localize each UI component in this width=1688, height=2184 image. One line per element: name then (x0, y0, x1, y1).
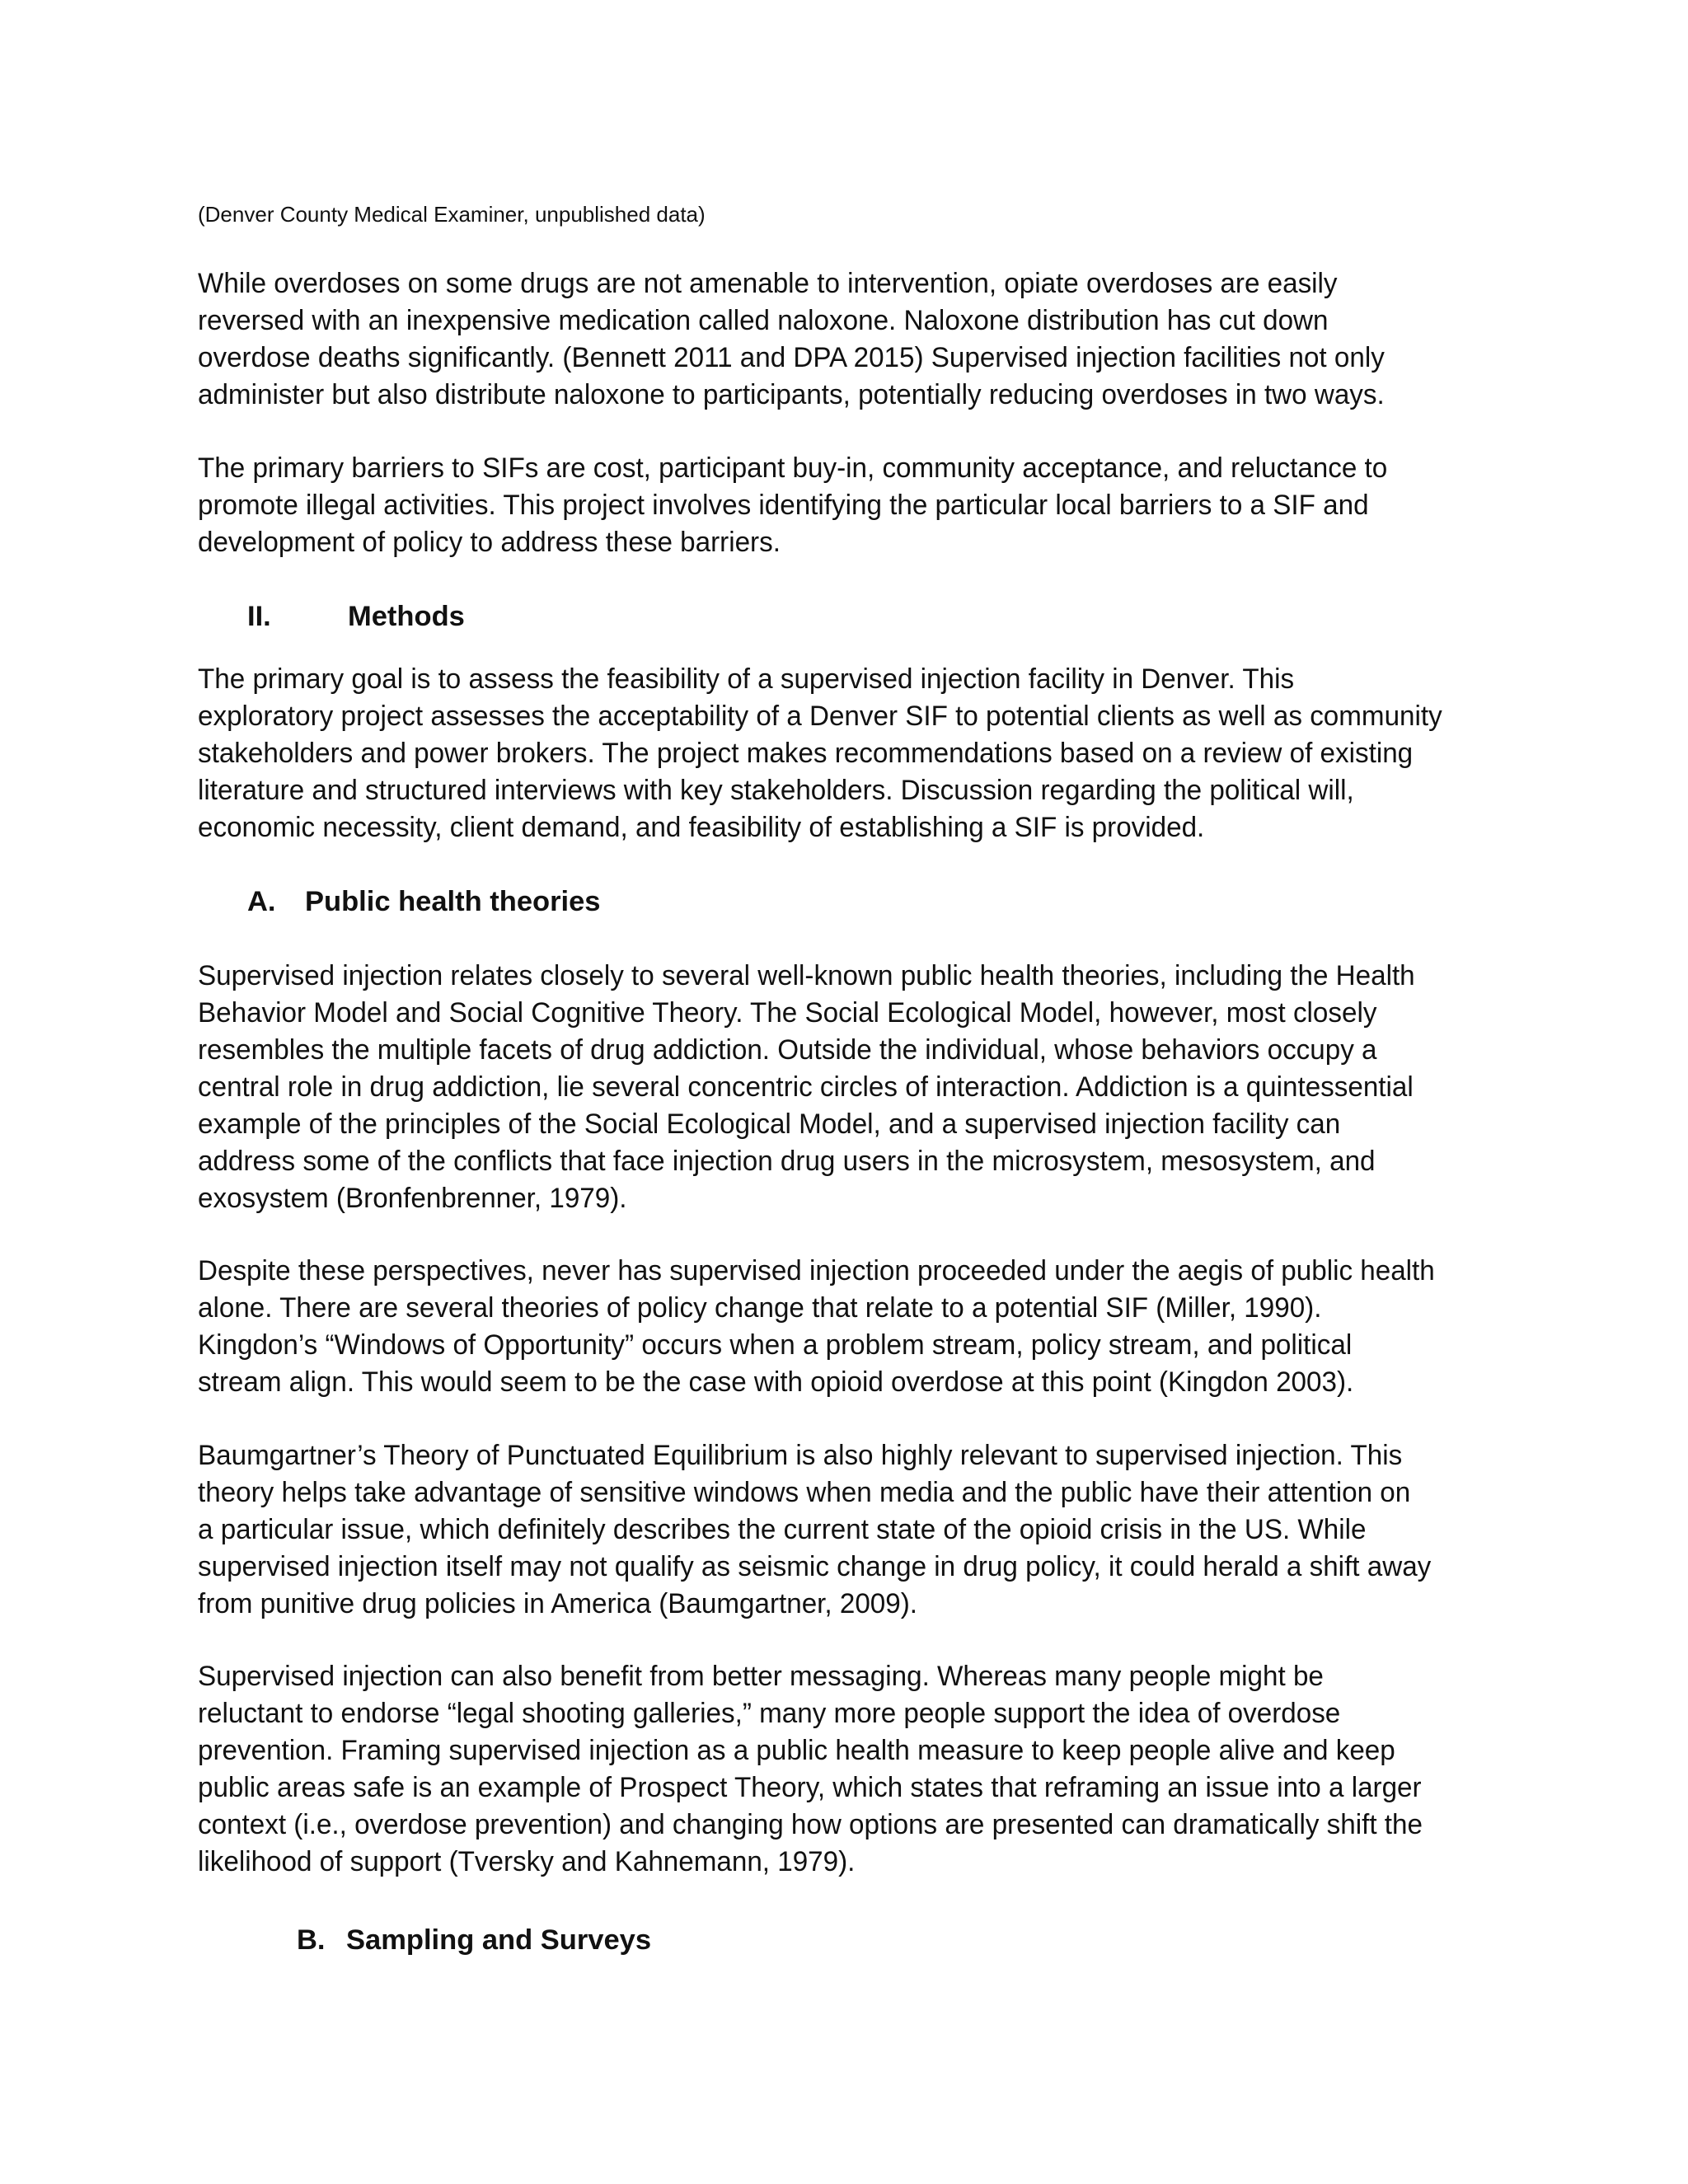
text-line: resembles the multiple facets of drug addiction. Outside the individual, whose behaviors occupy a (198, 1034, 1377, 1066)
text-line: stakeholders and power brokers. The project makes recommendations based on a review of existing (198, 738, 1414, 769)
text-line: supervised injection itself may not qualify as seismic change in drug policy, it could herald a shift away (198, 1551, 1432, 1582)
text-line: from punitive drug policies in America (Baumgartner, 2009). (198, 1588, 918, 1619)
text-line: overdose deaths significantly. (Bennett 2011 and DPA 2015) Supervised injection facilities not only (198, 342, 1385, 373)
subsection-heading-public-health (247, 883, 601, 921)
text-line: development of policy to address these barriers. (198, 527, 781, 558)
text-line: public areas safe is an example of Prospect Theory, which states that reframing an issue into a larger (198, 1772, 1422, 1803)
text-line: reluctant to endorse “legal shooting galleries,” many more people support the idea of overdose (198, 1698, 1341, 1729)
subsection-letter: B. (297, 1924, 326, 1956)
text-line: reversed with an inexpensive medication called naloxone. Naloxone distribution has cut down (198, 305, 1329, 336)
text-line: Despite these perspectives, never has supervised injection proceeded under the aegis of public health (198, 1255, 1435, 1286)
text-line: exosystem (Bronfenbrenner, 1979). (198, 1183, 627, 1214)
text-line: central role in drug addiction, lie several concentric circles of interaction. Addiction is a quintessential (198, 1071, 1414, 1103)
text-line: Supervised injection relates closely to several well-known public health theories, including the Health (198, 960, 1415, 991)
text-line: Baumgartner’s Theory of Punctuated Equilibrium is also highly relevant to supervised injection. This (198, 1440, 1403, 1471)
text-line: a particular issue, which definitely describes the current state of the opioid crisis in the US. While (198, 1514, 1367, 1545)
subsection-letter: A. (247, 886, 276, 917)
paragraph-primary-goal (198, 661, 1517, 846)
text-line: prevention. Framing supervised injection as a public health measure to keep people alive and keep (198, 1735, 1395, 1766)
text-line: The primary barriers to SIFs are cost, participant buy-in, community acceptance, and reluctance to (198, 452, 1388, 484)
paragraph-social-ecological-model (198, 958, 1517, 1217)
subsection-title: Public health theories (305, 886, 601, 917)
paragraph-messaging (198, 1658, 1517, 1881)
text-line: context (i.e., overdose prevention) and changing how options are presented can dramatically shift the (198, 1809, 1423, 1840)
subsection-heading-sampling (297, 1922, 651, 1959)
text-line: theory helps take advantage of sensitive windows when media and the public have their attention on (198, 1477, 1411, 1508)
text-line: Supervised injection can also benefit from better messaging. Whereas many people might be (198, 1661, 1324, 1692)
text-line: While overdoses on some drugs are not amenable to intervention, opiate overdoses are easily (198, 268, 1338, 299)
text-line: address some of the conflicts that face injection drug users in the microsystem, mesosystem, and (198, 1146, 1376, 1177)
paragraph-punctuated-equilibrium (198, 1437, 1517, 1623)
section-title: Methods (348, 601, 465, 632)
text-line: alone. There are several theories of policy change that relate to a potential SIF (Miller, 1990). (198, 1292, 1322, 1324)
text-line: Behavior Model and Social Cognitive Theory. The Social Ecological Model, however, most closely (198, 997, 1377, 1029)
section-number: II. (247, 601, 271, 632)
subsection-title: Sampling and Surveys (346, 1924, 652, 1956)
paragraph-policy-change (198, 1253, 1517, 1401)
text-line: literature and structured interviews with key stakeholders. Discussion regarding the political will, (198, 775, 1354, 806)
section-heading-methods (247, 598, 465, 635)
paragraph-barriers (198, 450, 1517, 561)
paragraph-naloxone (198, 265, 1517, 414)
text-line: The primary goal is to assess the feasibility of a supervised injection facility in Denver. This (198, 663, 1295, 695)
text-line: stream align. This would seem to be the case with opioid overdose at this point (Kingdon 2003). (198, 1366, 1354, 1398)
text-line: administer but also distribute naloxone to participants, potentially reducing overdoses in two ways. (198, 379, 1385, 410)
text-line: Kingdon’s “Windows of Opportunity” occurs when a problem stream, policy stream, and political (198, 1329, 1353, 1361)
text-line: promote illegal activities. This project involves identifying the particular local barriers to a SIF and (198, 490, 1369, 521)
text-line: example of the principles of the Social Ecological Model, and a supervised injection facility can (198, 1108, 1341, 1140)
text-line: exploratory project assesses the acceptability of a Denver SIF to potential clients as well as community (198, 701, 1442, 732)
source-note: (Denver County Medical Examiner, unpublished data) (198, 202, 706, 227)
text-line: economic necessity, client demand, and feasibility of establishing a SIF is provided. (198, 812, 1205, 843)
text-line: likelihood of support (Tversky and Kahnemann, 1979). (198, 1846, 856, 1877)
